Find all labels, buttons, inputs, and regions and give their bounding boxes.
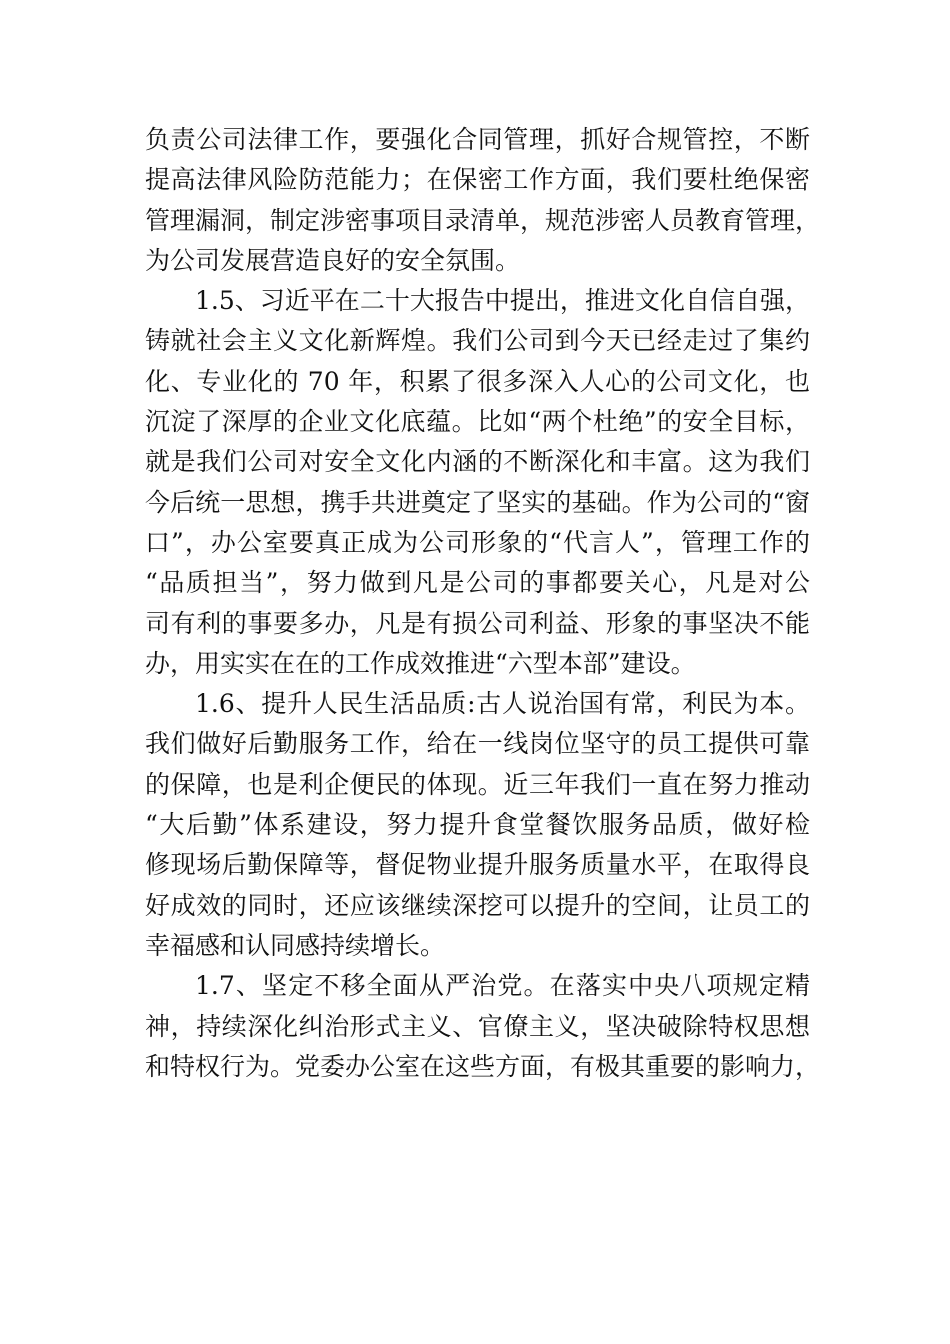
text-line: “大后勤”体系建设，努力提升食堂餐饮服务品质，做好检 — [145, 810, 810, 840]
text-line: 口”，办公室要真正成为公司形象的“代言人”，管理工作的 — [145, 527, 810, 557]
text-line: 负责公司法律工作，要强化合同管理，抓好合规管控，不断 — [145, 125, 810, 154]
text-line: 化、专业化的 70 年，积累了很多深入人心的公司文化，也 — [145, 366, 810, 396]
text-line: “品质担当”，努力做到凡是公司的事都要关心，凡是对公 — [145, 568, 810, 598]
text-line: 管理漏洞，制定涉密事项目录清单，规范涉密人员教育管理， — [145, 205, 821, 235]
paragraph-legal-confidentiality — [145, 120, 821, 281]
text-line: 修现场后勤保障等，督促物业提升服务质量水平，在取得良 — [145, 850, 810, 880]
text-line: 今后统一思想，携手共进奠定了坚实的基础。作为公司的“窗 — [145, 487, 810, 517]
paragraph-1-7-party-governance — [145, 966, 821, 1087]
paragraph-1-6-livelihood — [145, 684, 810, 966]
text-line: 办，用实实在在的工作成效推进“六型本部”建设。 — [145, 648, 696, 678]
text-line: 提高法律风险防范能力；在保密工作方面，我们要杜绝保密 — [145, 165, 810, 195]
text-line: 就是我们公司对安全文化内涵的不断深化和丰富。这为我们 — [145, 447, 810, 477]
text-line: 1.5、习近平在二十大报告中提出，推进文化自信自强， — [195, 286, 810, 316]
text-line: 幸福感和认同感持续增长。 — [145, 930, 446, 960]
paragraph-1-5-culture — [145, 281, 810, 684]
text-line: 沉淀了深厚的企业文化底蕴。比如“两个杜绝”的安全目标， — [145, 407, 810, 437]
text-line: 铸就社会主义文化新辉煌。我们公司到今天已经走过了集约 — [145, 326, 810, 356]
text-line: 好成效的同时，还应该继续深挖可以提升的空间，让员工的 — [145, 890, 810, 920]
text-line: 和特权行为。党委办公室在这些方面，有极其重要的影响力， — [145, 1051, 821, 1081]
text-line: 神，持续深化纠治形式主义、官僚主义，坚决破除特权思想 — [145, 1011, 810, 1041]
text-line: 为公司发展营造良好的安全氛围。 — [145, 245, 521, 275]
text-line: 我们做好后勤服务工作，给在一线岗位坚守的员工提供可靠 — [145, 729, 810, 759]
text-line: 1.6、提升人民生活品质:古人说治国有常，利民为本。 — [195, 689, 810, 719]
text-line: 1.7、坚定不移全面从严治党。在落实中央八项规定精 — [195, 971, 810, 1001]
text-line: 的保障，也是利企便民的体现。近三年我们一直在努力推动 — [145, 769, 810, 799]
text-line: 司有利的事要多办，凡是有损公司利益、形象的事坚决不能 — [145, 608, 810, 638]
document-body — [145, 120, 821, 1087]
